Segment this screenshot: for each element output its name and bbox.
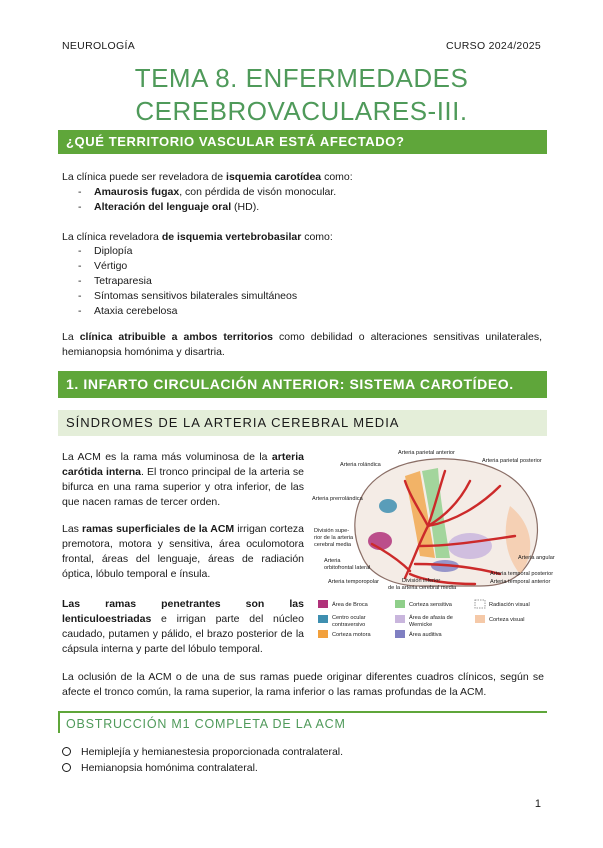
list-item: - Diplopía [78, 245, 133, 257]
subheading-m1: OBSTRUCCIÓN M1 COMPLETA DE LA ACM [58, 711, 547, 733]
bullet-circle-icon [62, 763, 71, 772]
list-item: - Síntomas sensitivos bilaterales simultáneos [78, 290, 298, 302]
acm-paragraph-1: La ACM es la rama más voluminosa de la arteria carótida interna. El tronco principal de la arteria se bifurca en una rama superior y otra inferior, de las que nacen ramas de tercer orden. [62, 451, 304, 508]
legend-swatch [318, 615, 328, 623]
header-course: CURSO 2024/2025 [446, 40, 541, 52]
legend-label: Corteza motora [332, 632, 371, 638]
brain-diagram [310, 446, 555, 661]
vb-intro: La clínica reveladora de isquemia vertebrobasilar como: [62, 231, 333, 243]
ocular-center-region [379, 499, 397, 513]
title-line-1: TEMA 8. ENFERMEDADES [134, 63, 469, 93]
page-title [0, 62, 603, 128]
acm-paragraph-2: Las ramas superficiales de la ACM irrigan corteza premotora, motora y sensitiva, área oculomotora frontal, áreas del lenguaje, áreas de radiación óptica, lóbulo temporal e ínsula. [62, 523, 305, 580]
label-parietal-anterior: Arteria parietal anterior [398, 450, 455, 456]
list-item: - Tetraparesia [78, 275, 152, 287]
legend-swatch [318, 600, 328, 608]
section-heading-anterior: 1. INFARTO CIRCULACIÓN ANTERIOR: SISTEMA CAROTÍDEO. [58, 371, 547, 398]
legend-swatch [395, 630, 405, 638]
label-temporal-anterior: Arteria temporal anterior [490, 579, 551, 585]
acm-paragraph-3: Las ramas penetrantes son las lenticuloestriadas e irrigan parte del núcleo caudado, putamen y pálido, el brazo posterior de la cápsula interna y parte del lóbulo temporal. [62, 598, 304, 655]
list-item: Hemianopsia homónima contralateral. [62, 761, 258, 776]
legend-swatch [395, 615, 405, 623]
label-div-sup-3: cerebral media [314, 542, 351, 548]
label-parietal-posterior: Arteria parietal posterior [482, 458, 542, 464]
label-prerolandica: Arteria prerrolándica [312, 496, 363, 502]
label-div-inf-2: de la arteria cerebral media [388, 585, 457, 591]
header-subject: NEUROLOGÍA [62, 40, 136, 52]
label-temporal-posterior: Arteria temporal posterior [490, 571, 554, 577]
section-heading-territory: ¿QUÉ TERRITORIO VASCULAR ESTÁ AFECTADO? [58, 130, 547, 154]
list-item: - Alteración del lenguaje oral (HD). [78, 201, 260, 213]
legend-swatch [475, 600, 485, 608]
legend-label: Corteza sensitiva [409, 602, 452, 608]
label-angular: Arteria angular [518, 555, 555, 561]
legend-swatch [475, 615, 485, 623]
list-item: - Vértigo [78, 260, 128, 272]
subheading-acm: SÍNDROMES DE LA ARTERIA CEREBRAL MEDIA [58, 410, 547, 436]
label-rolandica: Arteria rolándica [340, 462, 381, 468]
legend-label: Radiación visual [489, 602, 530, 608]
legend-label: Wernicke [409, 622, 433, 628]
label-orbitofrontal-1: Arteria [324, 558, 341, 564]
legend-label: Corteza visual [489, 617, 525, 623]
title-line-2: CEREBROVACULARES-III. [135, 96, 468, 126]
label-div-sup-1: División supe- [314, 528, 350, 534]
acm-territory-figure [310, 446, 555, 661]
figure-legend [318, 600, 530, 638]
wernicke-area-region [448, 533, 492, 559]
legend-swatch [395, 600, 405, 608]
legend-label: Área de afasia de [409, 615, 453, 621]
label-div-sup-2: rior de la arteria [314, 535, 354, 541]
legend-label: Área auditiva [409, 632, 442, 638]
list-item: Hemiplejía y hemianestesia proporcionada contralateral. [62, 745, 343, 760]
bullet-circle-icon [62, 747, 71, 756]
legend-label: Área de Broca [332, 602, 368, 608]
legend-label: contraversivo [332, 622, 366, 628]
list-item: - Amaurosis fugax, con pérdida de visón monocular. [78, 186, 337, 198]
page-number: 1 [534, 798, 541, 810]
legend-label: Centro ocular [332, 615, 366, 621]
acm-occlusion-paragraph: La oclusión de la ACM o de una de sus ramas puede originar diferentes cuadros clínicos, según se afecte el tronco común, la rama superior, la rama inferior o las ramas profundas de la ACM. [62, 671, 544, 698]
list-item: - Ataxia cerebelosa [78, 305, 178, 317]
label-div-inf-1: División inferior [402, 578, 441, 584]
carotid-intro: La clínica puede ser reveladora de isquemia carotídea como: [62, 171, 353, 183]
legend-swatch [318, 630, 328, 638]
both-territories-paragraph: La clínica atribuible a ambos territorios como debilidad o alteraciones sensitivas unilaterales, hemianopsia homónima y disartria. [62, 331, 542, 358]
label-orbitofrontal-2: orbitofrontal lateral [324, 565, 371, 571]
label-temporopolar: Arteria temporopolar [328, 579, 379, 585]
